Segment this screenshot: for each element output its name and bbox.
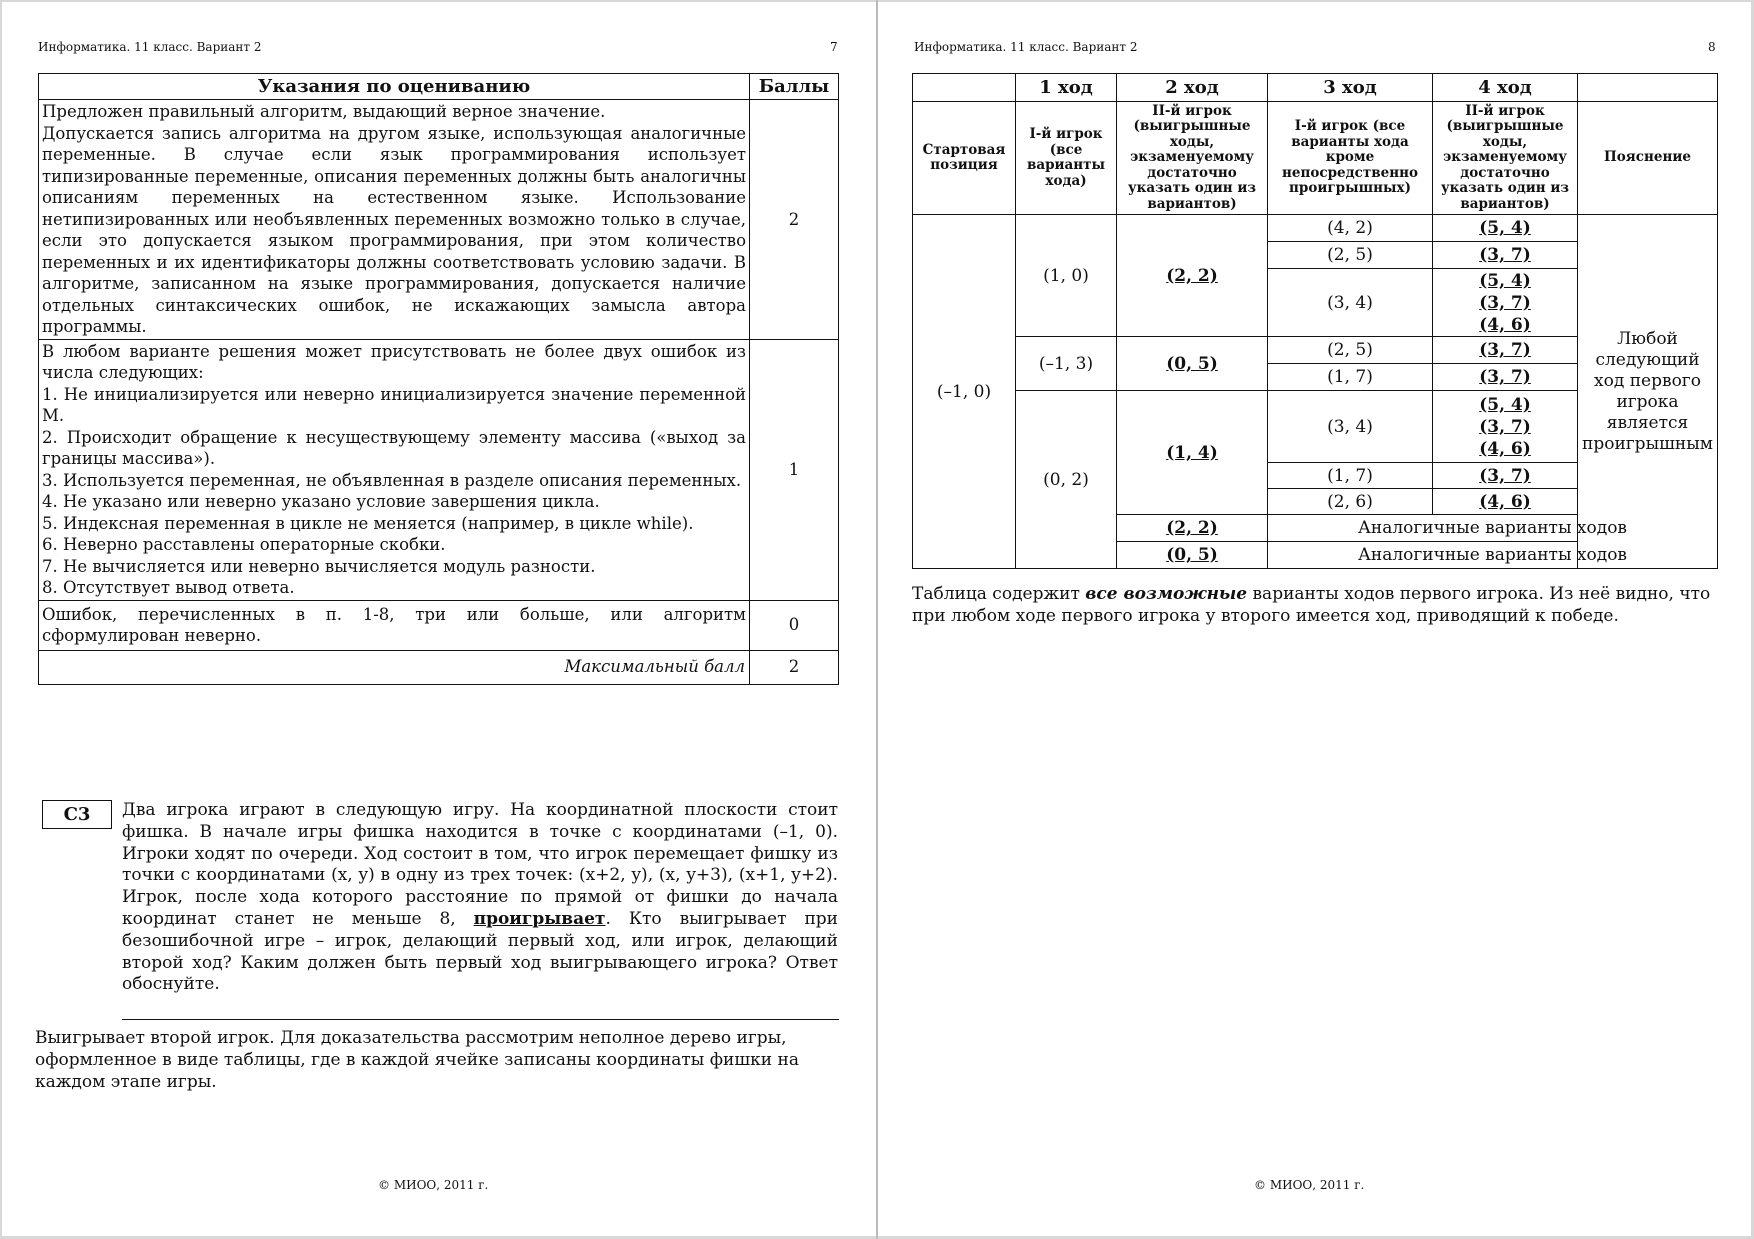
task-label-box: C3 — [42, 800, 112, 829]
move2-cell: (0, 5) — [1117, 337, 1268, 391]
task-statement — [122, 800, 838, 996]
column-header: Стартовая позиция — [913, 102, 1016, 215]
criteria-line: В любом варианте решения может присутствовать не более двух ошибок из числа следующих: — [42, 341, 746, 382]
similar-variants-cell: Аналогичные варианты ходов — [1268, 542, 1718, 569]
game-tree-table — [912, 73, 1718, 569]
criteria-line: 2. Происходит обращение к несуществующему элементу массива («выход за границы массива»). — [42, 427, 746, 468]
max-score-value: 2 — [750, 650, 839, 684]
column-header: I-й игрок (все варианты хода кроме непосредственно проигрышных) — [1268, 102, 1433, 215]
move1-cell: (0, 2) — [1016, 391, 1117, 569]
moves-header-row — [913, 74, 1718, 102]
move3-cell: (1, 7) — [1268, 463, 1433, 489]
move4-cell: (3, 7) — [1433, 242, 1578, 269]
explanation-cell: Любой следующий ход первого игрока является проигрышным — [1578, 215, 1718, 569]
note-text-after: варианты ходов первого игрока. Из неё видно, что при любом ходе первого игрока у второго имеется ход, приводящий к победе. — [912, 584, 1711, 626]
criteria-column-header: Указания по оцениванию — [39, 74, 750, 100]
move4-cell: (3, 7) — [1433, 364, 1578, 391]
move3-cell: (3, 4) — [1268, 391, 1433, 463]
move3-cell: (4, 2) — [1268, 215, 1433, 242]
note-text-before: Таблица содержит — [912, 584, 1086, 604]
criteria-line: 5. Индексная переменная в цикле не меняется (например, в цикле while). — [42, 513, 694, 533]
criteria-line: 7. Не вычисляется или неверно вычисляется модуль разности. — [42, 556, 596, 576]
page-number: 7 — [830, 40, 838, 54]
criteria-line: 1. Не инициализируется или неверно инициализируется значение переменной M. — [42, 384, 746, 425]
grading-points-cell: 0 — [750, 600, 839, 650]
column-header: II-й игрок (выигрышные ходы, экзаменуемому достаточно указать один из вариантов) — [1117, 102, 1268, 215]
move4-cell: (5, 4) (3, 7) (4, 6) — [1433, 391, 1578, 463]
start-position: (–1, 0) — [913, 215, 1016, 569]
column-header: II-й игрок (выигрышные ходы, экзаменуемому достаточно указать один из вариантов) — [1433, 102, 1578, 215]
move2-cell: (2, 2) — [1117, 215, 1268, 337]
tree-row — [913, 215, 1718, 242]
move3-cell: (2, 5) — [1268, 337, 1433, 364]
criteria-line: Допускается запись алгоритма на другом языке, использующая аналогичные переменные. В случае если язык программирования использует типизированные переменные, описания переменных должны быть аналогичны описаниям переменных на естественном языке. Использование нетипизированных или необъявленных переменных возможно только в случае, если это допускается языком программирования, при этом количество переменных и их идентификаторы должны соответствовать условию задачи. В алгоритме, записанном на языке программирования, допускается наличие отдельных синтаксических ошибок, не искажающих замысла автора программы. — [42, 123, 746, 336]
points-column-header: Баллы — [750, 74, 839, 100]
task-divider — [122, 1019, 839, 1020]
task-text-bold: проигрывает — [473, 908, 606, 929]
move-header: 2 ход — [1117, 74, 1268, 102]
similar-variants-cell: Аналогичные варианты ходов — [1268, 515, 1718, 542]
max-score-row — [39, 650, 839, 684]
move-header: 4 ход — [1433, 74, 1578, 102]
move4-cell: (3, 7) — [1433, 463, 1578, 489]
move-header: 1 ход — [1016, 74, 1117, 102]
task-text-before: Два игрока играют в следующую игру. На координатной плоскости стоит фишка. В начале игры фишка находится в точке с координатами (–1, 0). Игроки ходят по очереди. Ход состоит в том, что игрок перемещает фишку из точки с координатами (x, y) в одну из трех точек: (x+2, y), (x, y+3), (x+1, y+2). Игрок, после хода которого расстояние по прямой от фишки до начала координат станет не меньше 8, — [122, 800, 838, 929]
move3-cell: (2, 5) — [1268, 242, 1433, 269]
criteria-line: Ошибок, перечисленных в п. 1-8, три или больше, или алгоритм сформулирован неверно. — [42, 604, 746, 645]
page-number: 8 — [1708, 40, 1716, 54]
grading-row — [39, 600, 839, 650]
move2-cell: (0, 5) — [1117, 542, 1268, 569]
grading-row — [39, 339, 839, 600]
grading-points-cell: 2 — [750, 100, 839, 340]
move3-cell: (2, 6) — [1268, 489, 1433, 515]
page-header-title: Информатика. 11 класс. Вариант 2 — [38, 40, 262, 54]
task-text-after: . Кто выигрывает при безошибочной игре – игрок, делающий первый ход, или игрок, делающий второй ход? Каким должен быть первый ход выигрывающего игрока? Ответ обоснуйте. — [122, 908, 838, 995]
grading-criteria-cell — [39, 339, 750, 600]
move4-cell: (4, 6) — [1433, 489, 1578, 515]
move2-cell: (1, 4) — [1117, 391, 1268, 515]
criteria-line: 3. Используется переменная, не объявленная в разделе описания переменных. — [42, 470, 742, 490]
page-footer: © МИОО, 2011 г. — [1254, 1178, 1365, 1192]
move1-cell: (–1, 3) — [1016, 337, 1117, 391]
column-header: I-й игрок (все варианты хода) — [1016, 102, 1117, 215]
page-footer: © МИОО, 2011 г. — [378, 1178, 489, 1192]
grading-table — [38, 73, 839, 685]
grading-table-header — [39, 74, 839, 100]
move2-cell: (2, 2) — [1117, 515, 1268, 542]
answer-paragraph: Выигрывает второй игрок. Для доказательства рассмотрим неполное дерево игры, оформленное в виде таблицы, где в каждой ячейке записаны координаты фишки на каждом этапе игры. — [35, 1028, 800, 1092]
criteria-line: 6. Неверно расставлены операторные скобки. — [42, 535, 446, 554]
column-header-row — [913, 102, 1718, 215]
move3-cell: (3, 4) — [1268, 269, 1433, 337]
move4-cell: (5, 4) — [1433, 215, 1578, 242]
criteria-line: 8. Отсутствует вывод ответа. — [42, 578, 295, 597]
page-header-title: Информатика. 11 класс. Вариант 2 — [914, 40, 1138, 54]
move4-cell: (5, 4) (3, 7) (4, 6) — [1433, 269, 1578, 337]
move-header: 3 ход — [1268, 74, 1433, 102]
move3-cell: (1, 7) — [1268, 364, 1433, 391]
move4-cell: (3, 7) — [1433, 337, 1578, 364]
grading-points-cell: 1 — [750, 339, 839, 600]
column-header: Пояснение — [1578, 102, 1718, 215]
grading-row — [39, 100, 839, 340]
criteria-line: 4. Не указано или неверно указано условие завершения цикла. — [42, 492, 600, 511]
note-text-emphasis: все возможные — [1085, 584, 1248, 604]
criteria-line: Предложен правильный алгоритм, выдающий верное значение. — [42, 102, 606, 121]
grading-criteria-cell — [39, 600, 750, 650]
max-score-label: Максимальный балл — [39, 650, 750, 684]
move1-cell: (1, 0) — [1016, 215, 1117, 337]
grading-criteria-cell — [39, 100, 750, 340]
table-note — [912, 584, 1718, 627]
